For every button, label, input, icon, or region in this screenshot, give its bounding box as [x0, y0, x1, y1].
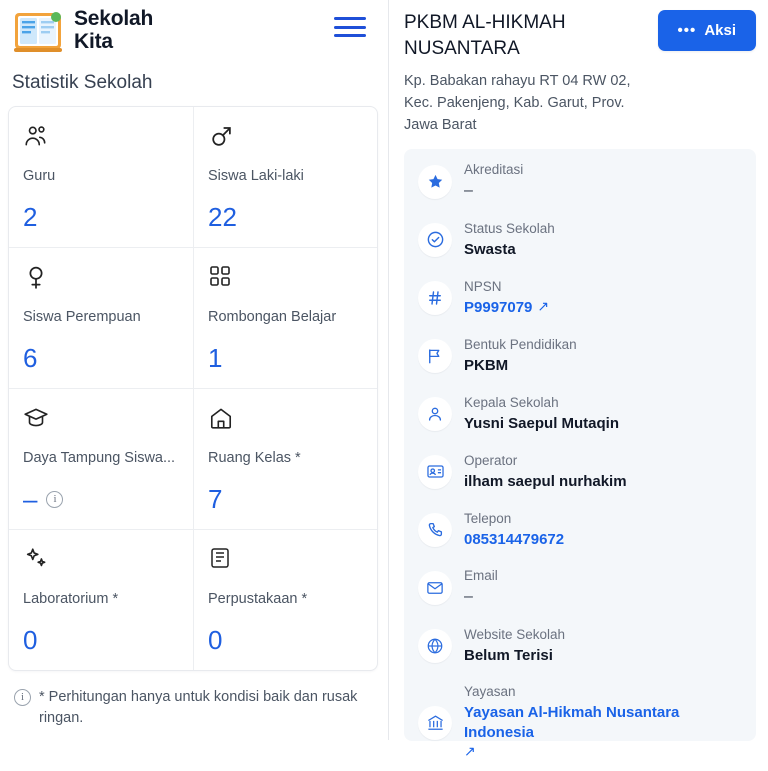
aksi-button-label: Aksi: [704, 22, 736, 39]
school-details-panel: [404, 149, 756, 760]
detail-label: Bentuk Pendidikan: [464, 336, 577, 352]
footnote-text: * Perhitungan hanya untuk kondisi baik dan rusak ringan.: [39, 689, 358, 727]
hash-icon: [418, 281, 452, 315]
stat-label: Laboratorium *: [23, 591, 119, 607]
detail-text: [464, 161, 523, 202]
bank-building-icon: [418, 706, 452, 740]
email-icon: [418, 571, 452, 605]
school-address: Kp. Babakan rahayu RT 04 RW 02, Kec. Pakenjeng, Kab. Garut, Prov. Jawa Barat: [404, 73, 631, 133]
detail-bentuk-pendidikan: [404, 327, 756, 385]
stat-row: [9, 530, 377, 670]
male-gender-icon: [208, 123, 363, 153]
brand-line-1: Sekolah: [74, 7, 154, 31]
female-gender-icon: [23, 264, 179, 294]
detail-text: [464, 626, 565, 666]
page-title: Statistik Sekolah: [12, 72, 153, 93]
detail-operator: [404, 443, 756, 501]
stat-value: 22: [208, 201, 237, 232]
detail-label: Operator: [464, 452, 518, 468]
detail-label: Akreditasi: [464, 161, 524, 177]
sparkle-lab-icon: [23, 546, 179, 576]
home-classroom-icon: [208, 405, 363, 435]
detail-label: Email: [464, 567, 498, 583]
stat-siswa-perempuan: [9, 248, 193, 388]
brand-line-2: Kita: [74, 30, 113, 53]
detail-kepala-sekolah: [404, 385, 756, 443]
stat-row: [9, 389, 377, 530]
globe-icon: [418, 629, 452, 663]
detail-value: –: [464, 182, 473, 200]
stat-value: 2: [23, 201, 38, 232]
stat-siswa-laki-laki: [193, 107, 377, 247]
detail-text: [464, 567, 498, 608]
detail-value: ilham saepul nurhakim: [464, 473, 627, 491]
grid-squares-icon: [208, 264, 363, 294]
stat-label: Guru: [23, 168, 56, 184]
detail-value: Belum Terisi: [464, 647, 553, 665]
detail-value: Swasta: [464, 241, 516, 259]
detail-text: [464, 394, 619, 434]
detail-label: Kepala Sekolah: [464, 394, 559, 410]
detail-telepon: [404, 501, 756, 559]
left-panel: [0, 0, 388, 740]
detail-label: Telepon: [464, 510, 512, 526]
stat-label: Siswa Perempuan: [23, 309, 141, 325]
stat-rombongan-belajar: [193, 248, 377, 388]
more-dots-icon: •••: [677, 22, 697, 39]
stat-value: 0: [23, 624, 38, 655]
detail-value[interactable]: Yayasan Al-Hikmah Nusantara Indonesia: [464, 704, 680, 741]
detail-value: –: [464, 588, 473, 606]
stat-label: Siswa Laki-laki: [208, 168, 304, 184]
detail-email: [404, 559, 756, 617]
detail-text: [464, 278, 549, 318]
stat-guru: [9, 107, 193, 247]
detail-value-row[interactable]: [464, 700, 742, 742]
info-icon[interactable]: i: [46, 491, 63, 508]
detail-label: NPSN: [464, 278, 502, 294]
detail-value: Yusni Saepul Mutaqin: [464, 415, 620, 433]
statistics-footnote: [8, 671, 378, 729]
stat-value: 1: [208, 342, 223, 373]
school-name: PKBM AL-HIKMAH NUSANTARA: [404, 12, 566, 59]
person-icon: [418, 397, 452, 431]
detail-yayasan: [404, 675, 756, 771]
info-icon: i: [14, 689, 31, 706]
stat-daya-tampung-siswa: [9, 389, 193, 529]
school-header: [404, 10, 756, 61]
stat-value: [23, 484, 179, 515]
detail-text: [464, 683, 742, 763]
stat-perpustakaan: [193, 530, 377, 670]
hamburger-menu-icon[interactable]: [334, 14, 366, 40]
book-library-icon: [208, 546, 363, 576]
star-icon: [418, 165, 452, 199]
check-circle-icon: [418, 223, 452, 257]
detail-text: [464, 336, 577, 376]
statistics-card: [8, 106, 378, 671]
stat-label: Rombongan Belajar: [208, 309, 337, 325]
teacher-people-icon: [23, 123, 179, 153]
detail-label: Yayasan: [464, 683, 516, 699]
stat-label: Daya Tampung Siswa...: [23, 450, 176, 466]
detail-akreditasi: [404, 153, 756, 211]
detail-value-row[interactable]: [464, 295, 549, 318]
stat-value: 6: [23, 342, 38, 373]
aksi-button[interactable]: [658, 10, 756, 51]
phone-icon: [418, 513, 452, 547]
stat-row: [9, 248, 377, 389]
school-book-logo: [12, 8, 64, 54]
detail-text: [464, 452, 627, 492]
stat-value: 7: [208, 483, 223, 514]
detail-npsn: [404, 269, 756, 327]
flag-icon: [418, 339, 452, 373]
brand-header: [8, 0, 378, 58]
detail-label: Website Sekolah: [464, 626, 566, 642]
stat-value: 0: [208, 624, 223, 655]
detail-label: Status Sekolah: [464, 220, 555, 236]
detail-text: [464, 510, 564, 550]
detail-value[interactable]: P9997079: [464, 299, 533, 317]
right-panel: [388, 0, 768, 760]
id-card-icon: [418, 455, 452, 489]
detail-website-sekolah: [404, 617, 756, 675]
external-link-icon[interactable]: ↗: [537, 297, 550, 314]
stat-value-text: –: [23, 483, 38, 514]
stat-row: [9, 107, 377, 248]
external-link-icon[interactable]: ↗: [464, 743, 476, 760]
detail-value[interactable]: 085314479672: [464, 531, 565, 549]
graduation-cap-icon: [23, 405, 179, 435]
stat-label: Ruang Kelas *: [208, 450, 301, 466]
stat-laboratorium: [9, 530, 193, 670]
detail-text: [464, 220, 555, 260]
detail-value: PKBM: [464, 357, 509, 375]
brand-title: [74, 8, 153, 53]
detail-status-sekolah: [404, 211, 756, 269]
stat-ruang-kelas: [193, 389, 377, 529]
stat-label: Perpustakaan *: [208, 591, 308, 607]
